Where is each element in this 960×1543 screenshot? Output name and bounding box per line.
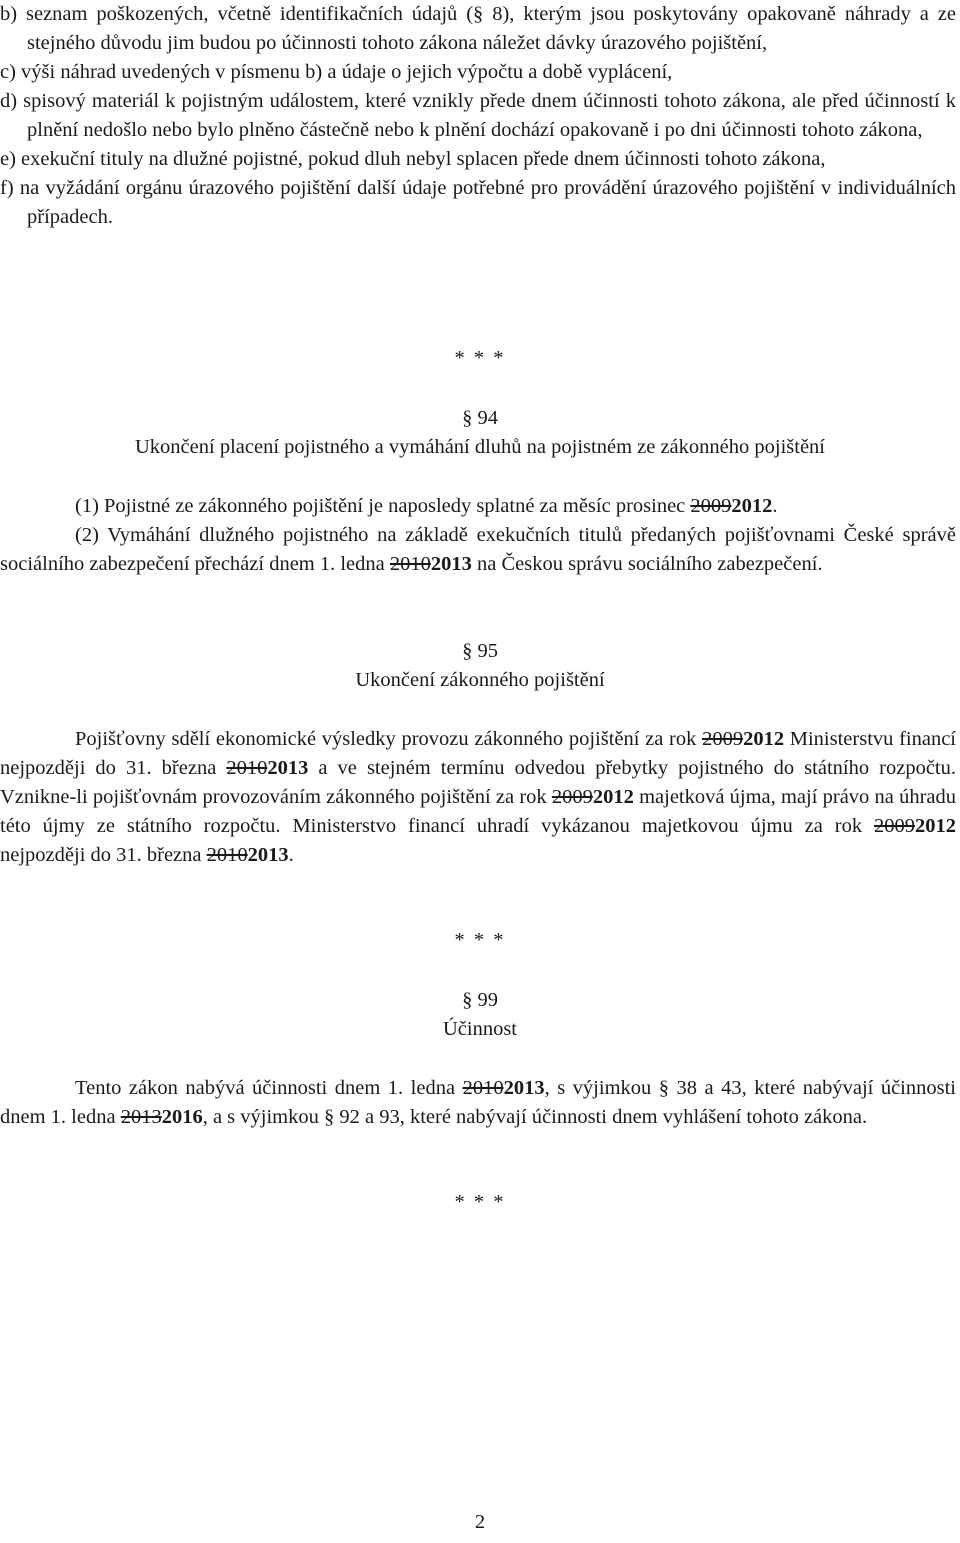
inserted-year: 2013 bbox=[247, 844, 289, 866]
section-95-number: § 95 bbox=[462, 640, 498, 662]
separator-stars-3: * * * bbox=[454, 1191, 506, 1213]
section-94-paragraph-1 bbox=[0, 492, 956, 521]
inserted-year: 2016 bbox=[161, 1106, 203, 1128]
text-run: . bbox=[772, 495, 778, 517]
list-item-e: e) exekuční tituly na dlužné pojistné, pokud dluh nebyl splacen přede dnem účinnosti tohoto zákona, bbox=[0, 148, 826, 170]
list-item-f: f) na vyžádání orgánu úrazového pojištění další údaje potřebné pro provádění úrazového pojištění v individuálních případech. bbox=[0, 177, 956, 228]
item-list bbox=[0, 0, 956, 232]
section-95-paragraph bbox=[0, 725, 956, 870]
deleted-year: 2009 bbox=[551, 786, 593, 808]
text-run: . bbox=[288, 844, 294, 866]
list-item-c: c) výši náhrad uvedených v písmenu b) a údaje o jejich výpočtu a době vyplácení, bbox=[0, 61, 673, 83]
text-run: Ministerstvu financí nejpozději do 31. března bbox=[0, 728, 957, 779]
deleted-year: 2010 bbox=[389, 553, 431, 575]
text-run: Tento zákon nabývá účinnosti dnem 1. ledna bbox=[75, 1077, 463, 1099]
text-run: a ve stejném termínu odvedou přebytky pojistného do státního rozpočtu. Vznikne-li pojišťovnám provozováním zákonného pojištění za rok bbox=[0, 757, 956, 808]
section-99-paragraph bbox=[0, 1074, 956, 1132]
deleted-year: 2009 bbox=[874, 815, 915, 837]
separator-stars-2: * * * bbox=[454, 929, 506, 951]
section-94-number: § 94 bbox=[462, 407, 498, 429]
deleted-year: 2010 bbox=[206, 844, 248, 866]
text-run: nejpozději do 31. března bbox=[0, 844, 207, 866]
deleted-year: 2013 bbox=[120, 1106, 162, 1128]
text-run: , a s výjimkou § 92 a 93, které nabývají účinnosti dnem vyhlášení tohoto zákona. bbox=[202, 1106, 868, 1128]
list-item-b: b) seznam poškozených, včetně identifikačních údajů (§ 8), kterým jsou poskytovány opakovaně náhrady a ze stejného důvodu jim budou po účinnosti tohoto zákona náležet dávky úrazového pojištění, bbox=[0, 3, 956, 54]
inserted-year: 2012 bbox=[592, 786, 634, 808]
inserted-year: 2012 bbox=[915, 815, 956, 837]
text-run: Pojišťovny sdělí ekonomické výsledky provozu zákonného pojištění za rok bbox=[75, 728, 703, 750]
page-number: 2 bbox=[474, 1511, 486, 1533]
list-item-d: d) spisový materiál k pojistným událostem, které vznikly přede dnem účinnosti tohoto zákona, ale před účinností k plnění nedošlo nebo bylo plněno částečně nebo k plnění dochází opakovaně i po dni účinnosti tohoto zákona, bbox=[0, 90, 956, 141]
text-run: na Českou správu sociálního zabezpečení. bbox=[471, 553, 823, 575]
inserted-year: 2013 bbox=[430, 553, 472, 575]
inserted-year: 2012 bbox=[743, 728, 785, 750]
section-94-paragraph-2 bbox=[0, 521, 956, 579]
inserted-year: 2013 bbox=[267, 757, 309, 779]
section-95-title: Ukončení zákonného pojištění bbox=[355, 669, 605, 691]
deleted-year: 2009 bbox=[702, 728, 744, 750]
separator-stars-1: * * * bbox=[454, 347, 506, 369]
text-run: (1) Pojistné ze zákonného pojištění je naposledy splatné za měsíc prosinec bbox=[75, 495, 691, 517]
section-99-number: § 99 bbox=[462, 989, 498, 1011]
section-94-title: Ukončení placení pojistného a vymáhání dluhů na pojistném ze zákonného pojištění bbox=[135, 436, 825, 458]
text-run: , s výjimkou § 38 a 43, které nabývají účinnosti dnem 1. ledna bbox=[0, 1077, 957, 1128]
text-run: (2) Vymáhání dlužného pojistného na základě exekučních titulů předaných pojišťovnami České správě sociálního zabezpečení přechází dnem 1. ledna bbox=[0, 524, 956, 575]
inserted-year: 2012 bbox=[731, 495, 773, 517]
section-99-title: Účinnost bbox=[442, 1018, 518, 1040]
text-run: majetková újma, mají právo na úhradu této újmy ze státního rozpočtu. Ministerstvo financí uhradí vykázanou majetkovou újmu za rok bbox=[0, 786, 956, 837]
deleted-year: 2010 bbox=[462, 1077, 504, 1099]
deleted-year: 2010 bbox=[226, 757, 268, 779]
deleted-year: 2009 bbox=[690, 495, 732, 517]
inserted-year: 2013 bbox=[503, 1077, 545, 1099]
